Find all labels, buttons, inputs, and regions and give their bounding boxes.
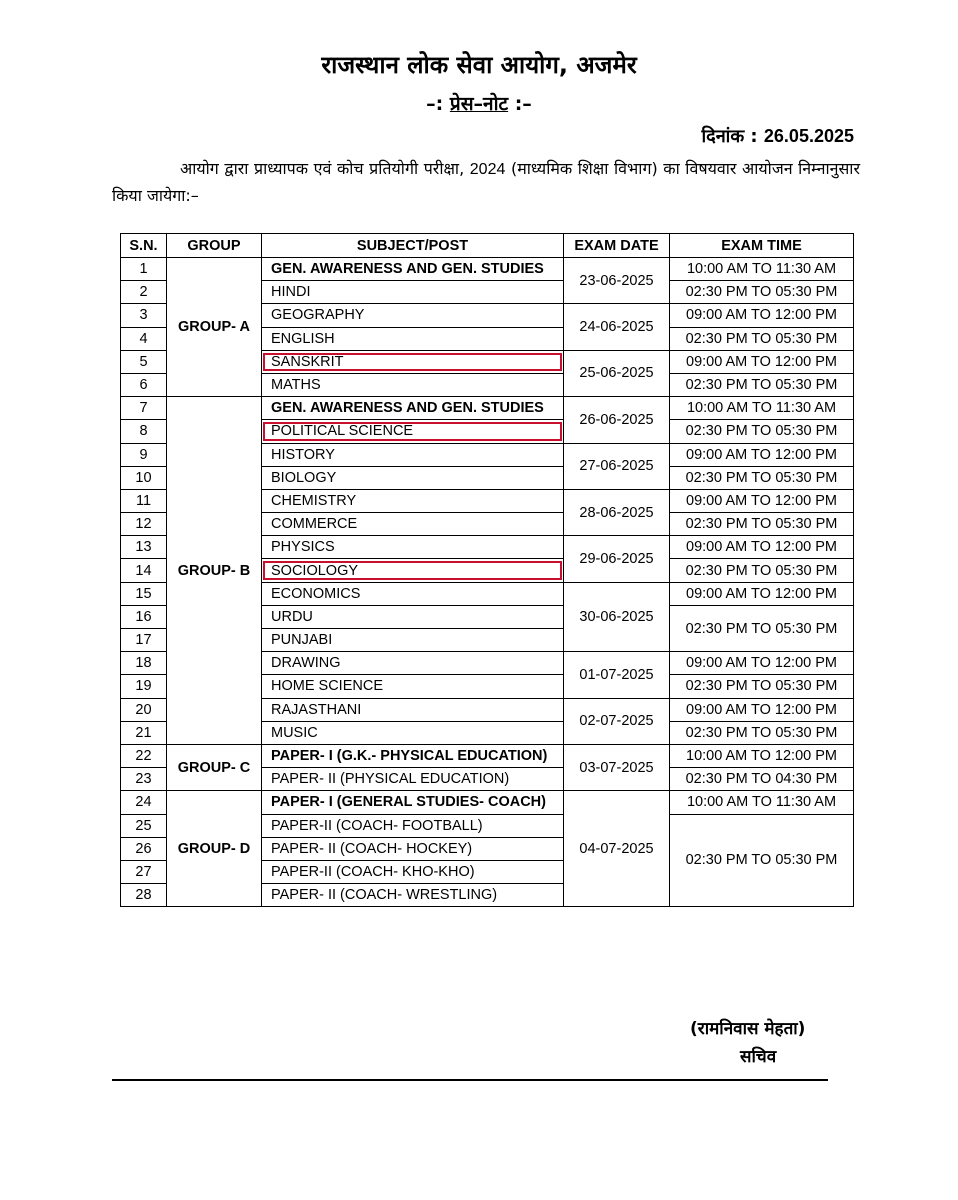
exam-schedule-table xyxy=(120,233,854,907)
signatory-designation: सचिव xyxy=(740,1047,777,1067)
header-group: GROUP xyxy=(167,234,262,258)
sn-cell: 8 xyxy=(121,420,167,443)
time-cell: 02:30 PM TO 04:30 PM xyxy=(670,768,854,791)
group-cell: GROUP- D xyxy=(167,791,262,907)
signatory-name: (रामनिवास मेहता) xyxy=(690,1019,806,1039)
subject-cell: ECONOMICS xyxy=(262,582,564,605)
subtitle-suffix: :– xyxy=(508,93,532,115)
sn-cell: 21 xyxy=(121,721,167,744)
intro-year: 2024 xyxy=(469,161,506,178)
time-cell: 02:30 PM TO 05:30 PM xyxy=(670,605,854,651)
subject-cell-highlighted: SANSKRIT xyxy=(262,350,564,373)
sn-cell: 5 xyxy=(121,350,167,373)
subject-cell: PHYSICS xyxy=(262,536,564,559)
date-cell: 29-06-2025 xyxy=(564,536,670,582)
intro-text-2: (माध्यमिक शिक्षा विभाग) का विषयवार आयोजन निम्नानुसार किया जायेगा:– xyxy=(112,159,860,205)
sn-cell: 20 xyxy=(121,698,167,721)
sn-cell: 1 xyxy=(121,258,167,281)
subtitle-prefix: –: xyxy=(426,93,450,115)
subject-cell: PAPER-II (COACH- FOOTBALL) xyxy=(262,814,564,837)
date-cell: 26-06-2025 xyxy=(564,397,670,443)
subject-cell: PAPER-II (COACH- KHO-KHO) xyxy=(262,860,564,883)
header-sn: S.N. xyxy=(121,234,167,258)
subject-cell: MATHS xyxy=(262,373,564,396)
sn-cell: 27 xyxy=(121,860,167,883)
sn-cell: 24 xyxy=(121,791,167,814)
subject-cell: HOME SCIENCE xyxy=(262,675,564,698)
date-cell: 02-07-2025 xyxy=(564,698,670,744)
time-cell: 10:00 AM TO 11:30 AM xyxy=(670,397,854,420)
date-cell: 04-07-2025 xyxy=(564,791,670,907)
sn-cell: 11 xyxy=(121,489,167,512)
time-cell: 09:00 AM TO 12:00 PM xyxy=(670,536,854,559)
subject-cell: BIOLOGY xyxy=(262,466,564,489)
header-subject: SUBJECT/POST xyxy=(262,234,564,258)
group-cell: GROUP- B xyxy=(167,397,262,745)
time-cell: 10:00 AM TO 11:30 AM xyxy=(670,791,854,814)
table-row xyxy=(121,791,854,814)
sn-cell: 17 xyxy=(121,629,167,652)
subject-cell-highlighted: SOCIOLOGY xyxy=(262,559,564,582)
date-label: दिनांक : xyxy=(701,126,764,147)
subject-cell: URDU xyxy=(262,605,564,628)
bottom-divider xyxy=(112,1079,828,1081)
sn-cell: 16 xyxy=(121,605,167,628)
subject-cell: PAPER- I (GENERAL STUDIES- COACH) xyxy=(262,791,564,814)
table-header-row xyxy=(121,234,854,258)
date-cell: 25-06-2025 xyxy=(564,350,670,396)
subject-cell: PUNJABI xyxy=(262,629,564,652)
subtitle-label: प्रेस–नोट xyxy=(449,93,509,115)
sn-cell: 13 xyxy=(121,536,167,559)
table-row xyxy=(121,397,854,420)
sn-cell: 4 xyxy=(121,327,167,350)
time-cell: 02:30 PM TO 05:30 PM xyxy=(670,373,854,396)
subject-cell: COMMERCE xyxy=(262,513,564,536)
date-cell: 03-07-2025 xyxy=(564,744,670,790)
sn-cell: 15 xyxy=(121,582,167,605)
sn-cell: 19 xyxy=(121,675,167,698)
date-cell: 30-06-2025 xyxy=(564,582,670,652)
page-title: राजस्थान लोक सेवा आयोग, अजमेर xyxy=(321,51,637,79)
time-cell: 02:30 PM TO 05:30 PM xyxy=(670,281,854,304)
document-date xyxy=(701,124,854,148)
date-cell: 24-06-2025 xyxy=(564,304,670,350)
time-cell: 02:30 PM TO 05:30 PM xyxy=(670,721,854,744)
subject-cell: HINDI xyxy=(262,281,564,304)
time-cell: 09:00 AM TO 12:00 PM xyxy=(670,304,854,327)
subject-cell-highlighted: POLITICAL SCIENCE xyxy=(262,420,564,443)
subject-cell: DRAWING xyxy=(262,652,564,675)
sn-cell: 10 xyxy=(121,466,167,489)
sn-cell: 3 xyxy=(121,304,167,327)
subject-cell: MUSIC xyxy=(262,721,564,744)
table-row xyxy=(121,258,854,281)
subject-cell: PAPER- I (G.K.- PHYSICAL EDUCATION) xyxy=(262,744,564,767)
time-cell: 02:30 PM TO 05:30 PM xyxy=(670,513,854,536)
subject-cell: HISTORY xyxy=(262,443,564,466)
time-cell: 09:00 AM TO 12:00 PM xyxy=(670,698,854,721)
group-cell: GROUP- C xyxy=(167,744,262,790)
subject-cell: ENGLISH xyxy=(262,327,564,350)
sn-cell: 12 xyxy=(121,513,167,536)
sn-cell: 23 xyxy=(121,768,167,791)
subject-cell: GEN. AWARENESS AND GEN. STUDIES xyxy=(262,258,564,281)
date-cell: 01-07-2025 xyxy=(564,652,670,698)
sn-cell: 14 xyxy=(121,559,167,582)
time-cell: 09:00 AM TO 12:00 PM xyxy=(670,582,854,605)
time-cell: 10:00 AM TO 12:00 PM xyxy=(670,744,854,767)
intro-text-1: आयोग द्वारा प्राध्यापक एवं कोच प्रतियोगी परीक्षा, xyxy=(180,159,470,178)
subject-cell: CHEMISTRY xyxy=(262,489,564,512)
sn-cell: 26 xyxy=(121,837,167,860)
press-note-heading xyxy=(0,90,958,116)
time-cell: 02:30 PM TO 05:30 PM xyxy=(670,327,854,350)
header-exam-date: EXAM DATE xyxy=(564,234,670,258)
sn-cell: 18 xyxy=(121,652,167,675)
time-cell: 02:30 PM TO 05:30 PM xyxy=(670,466,854,489)
time-cell: 10:00 AM TO 11:30 AM xyxy=(670,258,854,281)
sn-cell: 22 xyxy=(121,744,167,767)
sn-cell: 25 xyxy=(121,814,167,837)
subject-cell: PAPER- II (COACH- WRESTLING) xyxy=(262,884,564,907)
date-cell: 27-06-2025 xyxy=(564,443,670,489)
sn-cell: 7 xyxy=(121,397,167,420)
table-row xyxy=(121,744,854,767)
time-cell: 02:30 PM TO 05:30 PM xyxy=(670,559,854,582)
subject-cell: GEOGRAPHY xyxy=(262,304,564,327)
subject-cell: RAJASTHANI xyxy=(262,698,564,721)
time-cell: 02:30 PM TO 05:30 PM xyxy=(670,814,854,907)
sn-cell: 2 xyxy=(121,281,167,304)
group-cell: GROUP- A xyxy=(167,258,262,397)
sn-cell: 9 xyxy=(121,443,167,466)
subject-cell: GEN. AWARENESS AND GEN. STUDIES xyxy=(262,397,564,420)
header-exam-time: EXAM TIME xyxy=(670,234,854,258)
date-cell: 23-06-2025 xyxy=(564,258,670,304)
time-cell: 09:00 AM TO 12:00 PM xyxy=(670,350,854,373)
time-cell: 09:00 AM TO 12:00 PM xyxy=(670,652,854,675)
subject-cell: PAPER- II (PHYSICAL EDUCATION) xyxy=(262,768,564,791)
intro-paragraph xyxy=(112,156,860,209)
subject-cell: PAPER- II (COACH- HOCKEY) xyxy=(262,837,564,860)
time-cell: 09:00 AM TO 12:00 PM xyxy=(670,489,854,512)
sn-cell: 6 xyxy=(121,373,167,396)
time-cell: 02:30 PM TO 05:30 PM xyxy=(670,420,854,443)
date-cell: 28-06-2025 xyxy=(564,489,670,535)
date-value: 26.05.2025 xyxy=(763,126,854,146)
time-cell: 09:00 AM TO 12:00 PM xyxy=(670,443,854,466)
time-cell: 02:30 PM TO 05:30 PM xyxy=(670,675,854,698)
sn-cell: 28 xyxy=(121,884,167,907)
